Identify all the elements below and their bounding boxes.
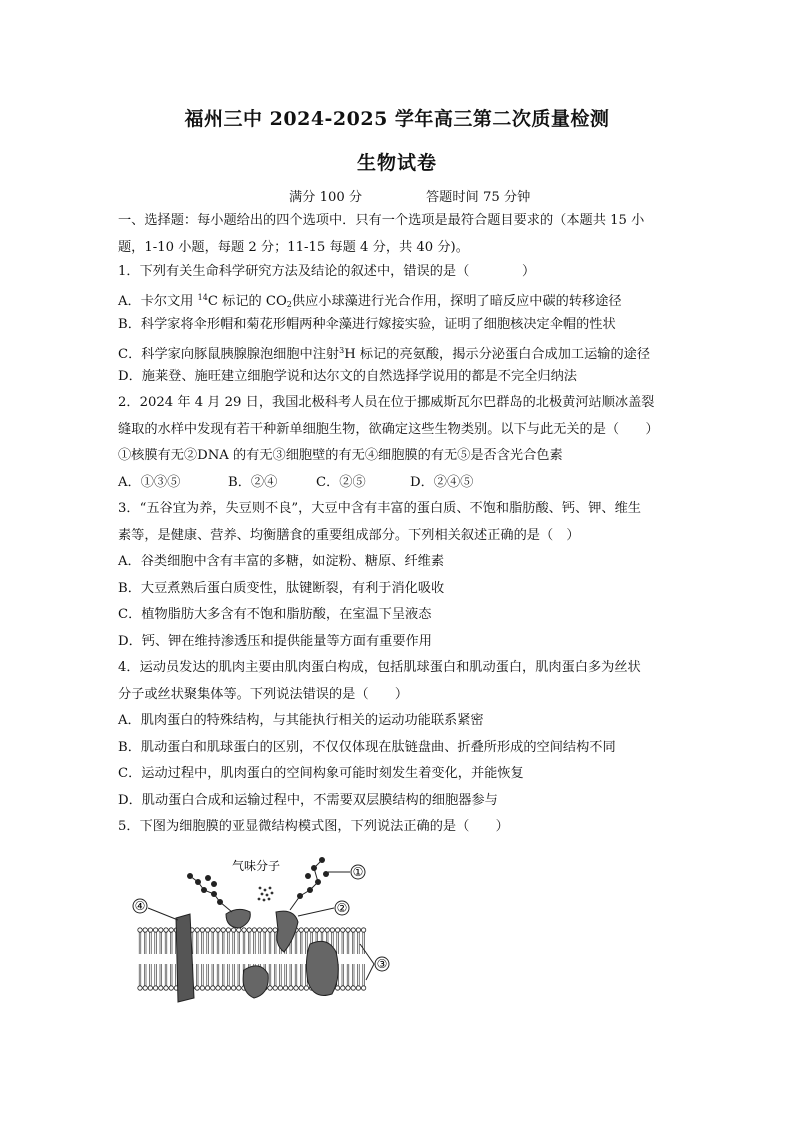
lipid-tail xyxy=(222,932,224,954)
lipid-tail xyxy=(139,932,141,954)
lipid-tail xyxy=(170,932,172,954)
lipid-head xyxy=(356,986,360,990)
q2-option-d: D．②④⑤ xyxy=(410,475,474,490)
protein-4 xyxy=(176,914,194,1002)
odor-molecules xyxy=(258,887,274,902)
q1-option-d: D．施莱登、施旺建立细胞学说和达尔文的自然选择学说用的都是不完全归纳法 xyxy=(118,369,577,384)
q4-stem-1: 4．运动员发达的肌肉主要由肌肉蛋白构成，包括肌球蛋白和肌动蛋白，肌肉蛋白多为丝状 xyxy=(118,660,641,675)
lipid-tail xyxy=(217,932,219,954)
lipid-tail xyxy=(212,964,214,986)
lipid-head xyxy=(335,928,339,932)
lipid-tail xyxy=(259,932,261,954)
lipid-head xyxy=(169,986,173,990)
lipid-head xyxy=(257,928,261,932)
lipid-head xyxy=(273,986,277,990)
lipid-head xyxy=(205,928,209,932)
protein-2 xyxy=(276,911,298,952)
lipid-tail xyxy=(274,932,276,954)
lipid-head xyxy=(263,928,267,932)
lipid-head xyxy=(361,986,365,990)
lipid-tail xyxy=(358,932,360,954)
lipid-head xyxy=(164,986,168,990)
lipid-tail xyxy=(243,932,245,954)
lipid-tail xyxy=(248,932,250,954)
q3-option-b: B．大豆煮熟后蛋白质变性，肽键断裂，有利于消化吸收 xyxy=(118,581,445,596)
receptor-protein xyxy=(226,909,250,928)
lipid-tail xyxy=(233,932,235,954)
lipid-head xyxy=(216,986,220,990)
lipid-tail xyxy=(342,932,344,954)
lipid-tail xyxy=(207,964,209,986)
section-intro-line-2: 题，1-10 小题，每题 2 分；11-15 每题 4 分，共 40 分)。 xyxy=(118,240,469,255)
lipid-head xyxy=(335,986,339,990)
lipid-head xyxy=(195,928,199,932)
lipid-tail xyxy=(295,932,297,954)
lipid-head xyxy=(268,928,272,932)
q1-option-c: C．科学家向豚鼠胰腺腺泡细胞中注射$^3$H 标记的亮氨酸，揭示分泌蛋白合成加工运输的途径 xyxy=(118,346,651,362)
lipid-tail xyxy=(150,932,152,954)
lipid-head xyxy=(341,986,345,990)
score-info: 满分 100 分 xyxy=(289,190,363,205)
lipid-head xyxy=(200,928,204,932)
lipid-head xyxy=(304,928,308,932)
q4-stem-2: 分子或丝状聚集体等。下列说法错误的是（ ） xyxy=(118,687,409,702)
lipid-tail xyxy=(228,932,230,954)
lipid-head xyxy=(153,928,157,932)
lipid-head xyxy=(294,986,298,990)
lipid-tail xyxy=(264,932,266,954)
lipid-head xyxy=(252,928,256,932)
lipid-tail xyxy=(300,932,302,954)
lipid-head xyxy=(143,928,147,932)
lipid-tail xyxy=(144,964,146,986)
lipid-head xyxy=(361,928,365,932)
lipid-head xyxy=(283,986,287,990)
lipid-head xyxy=(341,928,345,932)
lipid-tail xyxy=(306,932,308,954)
exam-subtitle: 生物试卷 xyxy=(356,152,437,174)
exam-title: 福州三中 2024-2025 学年高三第二次质量检测 xyxy=(184,108,610,130)
lipid-tail xyxy=(254,932,256,954)
lipid-head xyxy=(278,986,282,990)
q4-option-b: B．肌动蛋白和肌球蛋白的区别，不仅仅体现在肽链盘曲、折叠所形成的空间结构不同 xyxy=(118,740,616,755)
lipid-tail xyxy=(202,964,204,986)
q2-stem-1: 2．2024 年 4 月 29 日，我国北极科考人员在位于挪威斯瓦尔巴群岛的北极黄河站顺冰盖裂 xyxy=(118,395,655,410)
label-1: ① xyxy=(352,865,364,879)
glycocalyx-right xyxy=(290,857,329,910)
lipid-tail xyxy=(139,964,141,986)
lipid-head xyxy=(356,928,360,932)
lipid-head xyxy=(315,928,319,932)
lipid-head xyxy=(164,928,168,932)
lipid-head xyxy=(148,986,152,990)
lipid-head xyxy=(325,928,329,932)
lipid-head xyxy=(159,986,163,990)
lipid-tail xyxy=(290,964,292,986)
lipid-tail xyxy=(269,964,271,986)
lipid-tail xyxy=(160,932,162,954)
q4-option-d: D．肌动蛋白合成和运输过程中，不需要双层膜结构的细胞器参与 xyxy=(118,793,498,808)
lipid-head xyxy=(346,986,350,990)
lipid-tail xyxy=(238,964,240,986)
lipid-tail xyxy=(155,932,157,954)
q3-option-d: D．钙、钾在维持渗透压和提供能量等方面有重要作用 xyxy=(118,634,432,649)
lipid-tail xyxy=(285,964,287,986)
lipid-tail xyxy=(196,932,198,954)
lipid-tail xyxy=(202,932,204,954)
q1-option-b: B．科学家将伞形帽和菊花形帽两种伞藻进行嫁接实验，证明了细胞核决定伞帽的性状 xyxy=(118,317,616,332)
lipid-head xyxy=(138,986,142,990)
lipid-tail xyxy=(165,932,167,954)
lipid-tail xyxy=(274,964,276,986)
lipid-head xyxy=(330,928,334,932)
lipid-tail xyxy=(342,964,344,986)
lipid-tail xyxy=(222,964,224,986)
lower-protein xyxy=(243,966,268,998)
lipid-tail xyxy=(337,932,339,954)
lipid-head xyxy=(320,928,324,932)
channel-protein xyxy=(306,941,338,995)
q2-option-c: C．②⑤ xyxy=(316,475,366,490)
q2-stem-3: ①核膜有无②DNA 的有无③细胞壁的有无④细胞膜的有无⑤是否含光合色素 xyxy=(118,448,563,463)
lipid-tail xyxy=(347,964,349,986)
q1-stem: 1．下列有关生命科学研究方法及结论的叙述中，错误的是（ ） xyxy=(118,264,536,279)
q4-option-a: A．肌肉蛋白的特殊结构，与其能执行相关的运动功能联系紧密 xyxy=(118,713,484,728)
lipid-head xyxy=(231,986,235,990)
lipid-tail xyxy=(280,964,282,986)
lipid-tail xyxy=(217,964,219,986)
glycocalyx-left xyxy=(187,873,232,912)
label-2: ② xyxy=(336,901,348,915)
lipid-head xyxy=(211,928,215,932)
lipid-tail xyxy=(196,964,198,986)
lipid-head xyxy=(351,986,355,990)
lipid-head xyxy=(216,928,220,932)
q5-stem: 5．下图为细胞膜的亚显微结构模式图，下列说法正确的是（ ） xyxy=(118,819,509,834)
q2-option-b: B．②④ xyxy=(228,475,278,490)
lipid-tail xyxy=(363,964,365,986)
q3-stem-2: 素等，是健康、营养、均衡膳食的重要组成部分。下列相关叙述正确的是（ ） xyxy=(118,528,580,543)
lipid-head xyxy=(148,928,152,932)
lipid-tail xyxy=(170,964,172,986)
lipid-head xyxy=(309,928,313,932)
lipid-head xyxy=(226,928,230,932)
lipid-tail xyxy=(155,964,157,986)
lipid-head xyxy=(195,986,199,990)
lipid-tail xyxy=(207,932,209,954)
lipid-tail xyxy=(358,964,360,986)
lipid-head xyxy=(351,928,355,932)
lipid-head xyxy=(200,986,204,990)
lipid-head xyxy=(299,928,303,932)
lipid-head xyxy=(221,928,225,932)
odor-label: 气味分子 xyxy=(232,859,281,873)
lipid-tail xyxy=(150,964,152,986)
q3-stem-1: 3．“五谷宜为养，失豆则不良”，大豆中含有丰富的蛋白质、不饱和脂肪酸、钙、钾、维生 xyxy=(118,501,641,516)
lipid-head xyxy=(221,986,225,990)
lipid-head xyxy=(211,986,215,990)
lipid-tail xyxy=(228,964,230,986)
time-info: 答题时间 75 分钟 xyxy=(426,190,531,205)
lipid-head xyxy=(242,928,246,932)
lipid-tail xyxy=(233,964,235,986)
lipid-tail xyxy=(238,932,240,954)
lipid-head xyxy=(226,986,230,990)
cell-membrane-diagram xyxy=(128,848,408,1008)
lipid-tail xyxy=(269,932,271,954)
lipid-head xyxy=(143,986,147,990)
lipid-tail xyxy=(295,964,297,986)
q2-stem-2: 缝取的水样中发现有若干种新单细胞生物，欲确定这些生物类别。以下与此无关的是（ ） xyxy=(118,422,659,437)
lipid-head xyxy=(268,986,272,990)
lipid-head xyxy=(205,986,209,990)
lipid-head xyxy=(346,928,350,932)
label-4: ④ xyxy=(134,899,146,913)
label-3: ③ xyxy=(376,957,388,971)
lipid-head xyxy=(273,928,277,932)
lipid-head xyxy=(237,986,241,990)
lipid-head xyxy=(159,928,163,932)
lipid-tail xyxy=(165,964,167,986)
section-intro-line-1: 一、选择题：每小题给出的四个选项中．只有一个选项是最符合题目要求的（本题共 15 小 xyxy=(118,213,645,228)
lipid-tail xyxy=(144,932,146,954)
q1-option-a: A．卡尔文用 $^{14}$C 标记的 $CO_2$供应小球藻进行光合作用，探明了暗反应中碳的转移途径 xyxy=(118,293,622,309)
lipid-head xyxy=(247,928,251,932)
lipid-head xyxy=(299,986,303,990)
lipid-tail xyxy=(352,932,354,954)
q4-option-c: C．运动过程中，肌肉蛋白的空间构象可能时刻发生着变化，并能恢复 xyxy=(118,766,524,781)
lipid-tail xyxy=(300,964,302,986)
lipid-tail xyxy=(212,932,214,954)
q3-option-c: C．植物脂肪大多含有不饱和脂肪酸，在室温下呈液态 xyxy=(118,607,432,622)
lipid-head xyxy=(289,986,293,990)
lipid-head xyxy=(138,928,142,932)
lipid-tail xyxy=(160,964,162,986)
q3-option-a: A．谷类细胞中含有丰富的多糖，如淀粉、糖原、纤维素 xyxy=(118,554,445,569)
lipid-head xyxy=(169,928,173,932)
lipid-tail xyxy=(352,964,354,986)
lipid-tail xyxy=(347,932,349,954)
q2-option-a: A．①③⑤ xyxy=(118,475,181,490)
lipid-head xyxy=(304,986,308,990)
lipid-head xyxy=(153,986,157,990)
lipid-head xyxy=(231,928,235,932)
